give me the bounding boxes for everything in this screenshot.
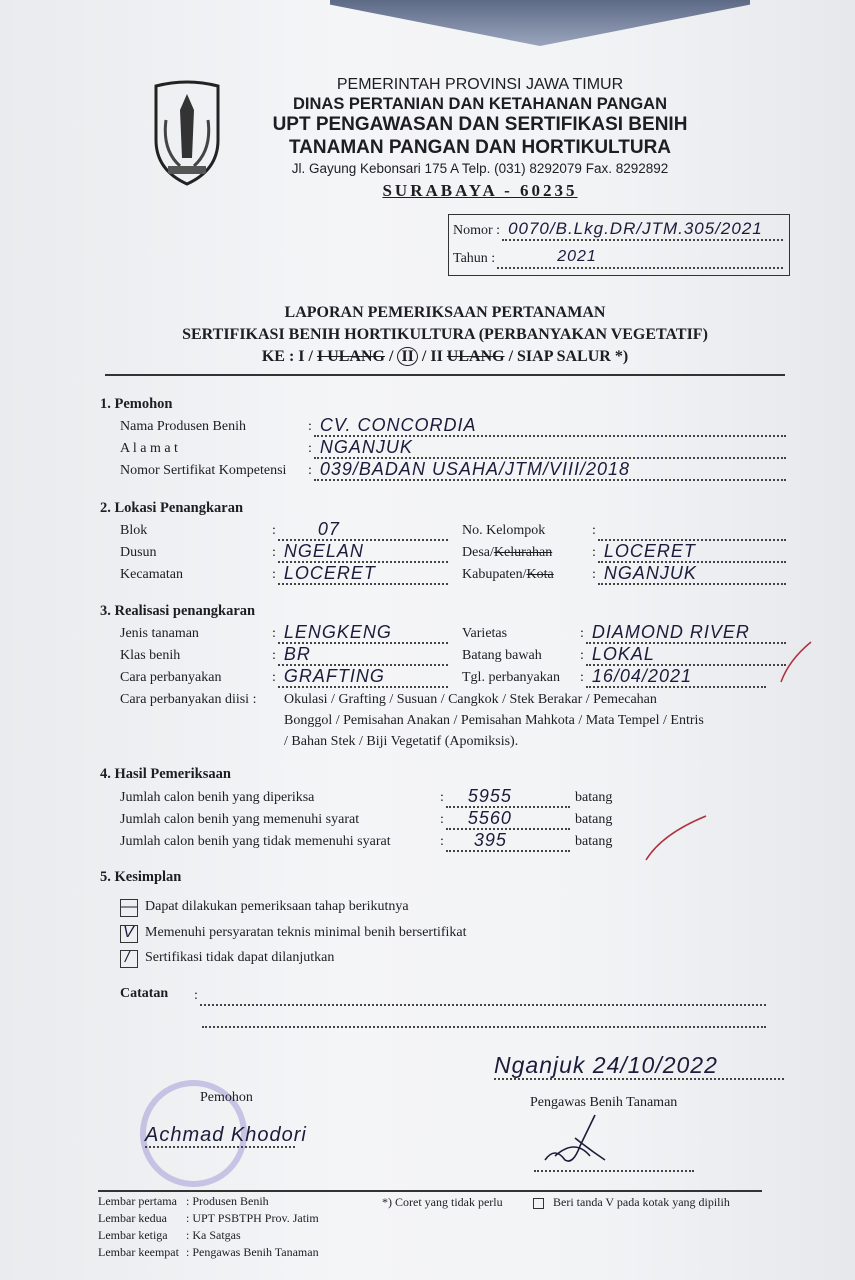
struck-text: Kota [526,567,554,582]
field-label: Cara perbanyakan [120,670,222,685]
field-value: NGANJUK [598,563,786,585]
notes-value [200,984,766,1006]
field-label: Jumlah calon benih yang memenuhi syarat [120,812,360,827]
title-divider [105,374,785,376]
section1-heading: 1. Pemohon [100,396,173,412]
colon: : [580,670,584,685]
options-line2: Bonggol / Pemisahan Anakan / Pemisahan Mahkota / Mata Tempel / Entris [284,713,704,728]
red-tick-mark [775,640,815,684]
inspector-signature [535,1110,615,1168]
field-label: Jumlah calon benih yang tidak memenuhi syarat [120,834,391,849]
field-value [598,519,786,541]
copy-value: : Produsen Benih [186,1194,269,1208]
field-label: Tgl. perbanyakan [462,670,560,685]
copy-label: Lembar kedua [98,1211,167,1225]
copy-label: Lembar ketiga [98,1228,168,1242]
provincial-emblem-icon [150,80,224,190]
background-object [330,0,750,46]
colon: : [440,790,444,805]
colon: : [272,545,276,560]
copy-label: Lembar keempat [98,1245,179,1259]
field-label: Dusun [120,545,157,560]
field-label: Jenis tanaman [120,626,199,641]
field-label: Kecamatan [120,567,183,582]
number-box [448,214,790,276]
red-tick-mark [640,812,710,864]
inspector-label: Pengawas Benih Tanaman [530,1095,678,1110]
colon: : [308,419,312,434]
field-label: Varietas [462,626,508,641]
field-value: 07 [278,519,448,541]
field-label: Blok [120,523,148,538]
field-label: No. Kelompok [462,523,546,538]
notes-line [202,1026,766,1028]
struck-text: Kelurahan [493,545,553,560]
colon: : [272,670,276,685]
nomor-label: Nomor : [453,223,501,238]
field-input [272,646,448,666]
options-label: Cara perbanyakan diisi : [120,692,257,707]
copy-value: : UPT PSBTPH Prov. Jatim [186,1211,319,1225]
unit-label: batang [575,812,613,827]
colon: : [592,523,596,538]
header-address: Jl. Gayung Kebonsari 175 A Telp. (031) 8292079 Fax. 8292892 [291,161,669,176]
field-value: GRAFTING [278,666,448,688]
field-value: LOKAL [586,644,786,666]
applicant-label: Pemohon [200,1090,253,1105]
colon: : [580,648,584,663]
field-label: A l a m a t [120,441,178,456]
tahun-value: 2021 [497,247,783,269]
title-prefix: KE : I / [261,348,317,365]
field-input [272,565,448,585]
colon: : [272,626,276,641]
header-line2: DINAS PERTANIAN DAN KETAHANAN PANGAN [293,95,667,113]
field-input [592,543,786,563]
field-value: LENGKENG [278,622,448,644]
field-input [308,461,786,481]
copy-row [98,1227,319,1244]
label-text: Kabupaten/ [462,567,527,582]
colon: : [440,834,444,849]
conclusion-checkbox-checked[interactable] [120,925,138,943]
place-date: Nganjuk 24/10/2022 [494,1052,784,1080]
label-text: Desa/ [462,545,494,560]
conclusion-option-label: Sertifikasi tidak dapat dilanjutkan [145,950,335,965]
report-title-line3: KE : I / I ULANG / II / II ULANG / SIAP SALUR *) [261,348,629,365]
colon: : [592,567,596,582]
colon: : [580,626,584,641]
field-value: CV. CONCORDIA [314,415,786,437]
field-input [580,646,786,666]
field-input [272,521,448,541]
copy-row [98,1193,319,1210]
field-input [580,668,766,688]
field-input [440,788,570,808]
applicant-signature: Achmad Khodori [145,1124,307,1146]
footer-note-strike: *) Coret yang tidak perlu [382,1195,503,1209]
field-input [272,624,448,644]
footer-note-check: Beri tanda V pada kotak yang dipilih [553,1195,730,1209]
tahun-label: Tahun : [453,251,496,266]
colon: : [440,812,444,827]
colon: : [308,463,312,478]
conclusion-option-label: Dapat dilakukan pemeriksaan tahap berikutnya [145,899,409,914]
field-label [462,543,552,563]
report-title-line1: LAPORAN PEMERIKSAAN PERTANAMAN [284,304,606,321]
field-value: 039/BADAN USAHA/JTM/VIII/2018 [314,459,786,481]
copy-distribution [98,1193,319,1261]
nomor-field [453,221,783,241]
field-input [272,543,448,563]
header-city: SURABAYA - 60235 [382,181,578,200]
nomor-value: 0070/B.Lkg.DR/JTM.305/2021 [502,219,783,241]
colon: : [308,441,312,456]
notes-label: Catatan [120,986,169,1001]
checkbox-mark: / [125,949,131,966]
checkbox-mark: V [123,924,135,941]
field-value: LOCERET [278,563,448,585]
colon: : [272,523,276,538]
header-line4: TANAMAN PANGAN DAN HORTIKULTURA [288,137,672,158]
copy-row [98,1210,319,1227]
field-label: Jumlah calon benih yang diperiksa [120,790,315,805]
section4-heading: 4. Hasil Pemeriksaan [100,766,231,782]
options-line3: / Bahan Stek / Biji Vegetatif (Apomiksis). [284,734,519,749]
title-struck-option: ULANG [446,348,505,365]
copy-value: : Pengawas Benih Tanaman [186,1245,319,1259]
signature-line [534,1170,694,1172]
field-value: 5560 [446,808,570,830]
report-title-line2: SERTIFIKASI BENIH HORTIKULTURA (PERBANYAKAN VEGETATIF) [182,326,708,343]
field-input [440,810,570,830]
field-label: Nomor Sertifikat Kompetensi [120,463,287,478]
field-value: NGANJUK [314,437,786,459]
options-line1: Okulasi / Grafting / Susuan / Cangkok / Stek Berakar / Pemecahan [284,692,657,707]
notes-field[interactable] [194,986,766,1006]
field-input [308,439,786,459]
field-input [592,521,786,541]
field-value: 5955 [446,786,570,808]
conclusion-option-label: Memenuhi persyaratan teknis minimal benih bersertifikat [145,925,467,940]
title-struck-option: I ULANG [316,348,385,365]
conclusion-checkbox[interactable] [120,950,138,968]
field-input [580,624,786,644]
colon: : [194,988,198,1003]
section5-heading: 5. Kesimplan [100,869,182,885]
section2-heading: 2. Lokasi Penangkaran [100,500,244,516]
checkbox-mark: — [121,898,138,915]
field-label: Klas benih [120,648,181,663]
section3-heading: 3. Realisasi penangkaran [100,603,256,619]
field-label: Batang bawah [462,648,542,663]
unit-label: batang [575,790,613,805]
title-suffix: / SIAP SALUR *) [504,348,629,365]
copy-row [98,1244,319,1261]
title-circled-option: II [397,347,417,366]
tahun-field [453,249,783,269]
conclusion-checkbox[interactable] [120,899,138,917]
header-line1: PEMERINTAH PROVINSI JAWA TIMUR [336,76,624,93]
header-line3: UPT PENGAWASAN DAN SERTIFIKASI BENIH [272,114,688,135]
field-input [592,565,786,585]
copy-value: : Ka Satgas [186,1228,241,1242]
field-value: 395 [446,830,570,852]
field-label: Nama Produsen Benih [120,419,246,434]
field-input [272,668,448,688]
field-input [308,417,786,437]
field-label [462,565,554,585]
colon: : [272,648,276,663]
field-value: DIAMOND RIVER [586,622,786,644]
field-input [440,832,570,852]
checkbox-legend-icon [533,1198,544,1209]
field-value: BR [278,644,448,666]
colon: : [592,545,596,560]
unit-label: batang [575,834,613,849]
copy-label: Lembar pertama [98,1194,177,1208]
title-mid: / II [417,348,447,365]
colon: : [272,567,276,582]
field-value: 16/04/2021 [586,666,766,688]
field-value: NGELAN [278,541,448,563]
field-value: LOCERET [598,541,786,563]
footer-divider [98,1190,762,1192]
